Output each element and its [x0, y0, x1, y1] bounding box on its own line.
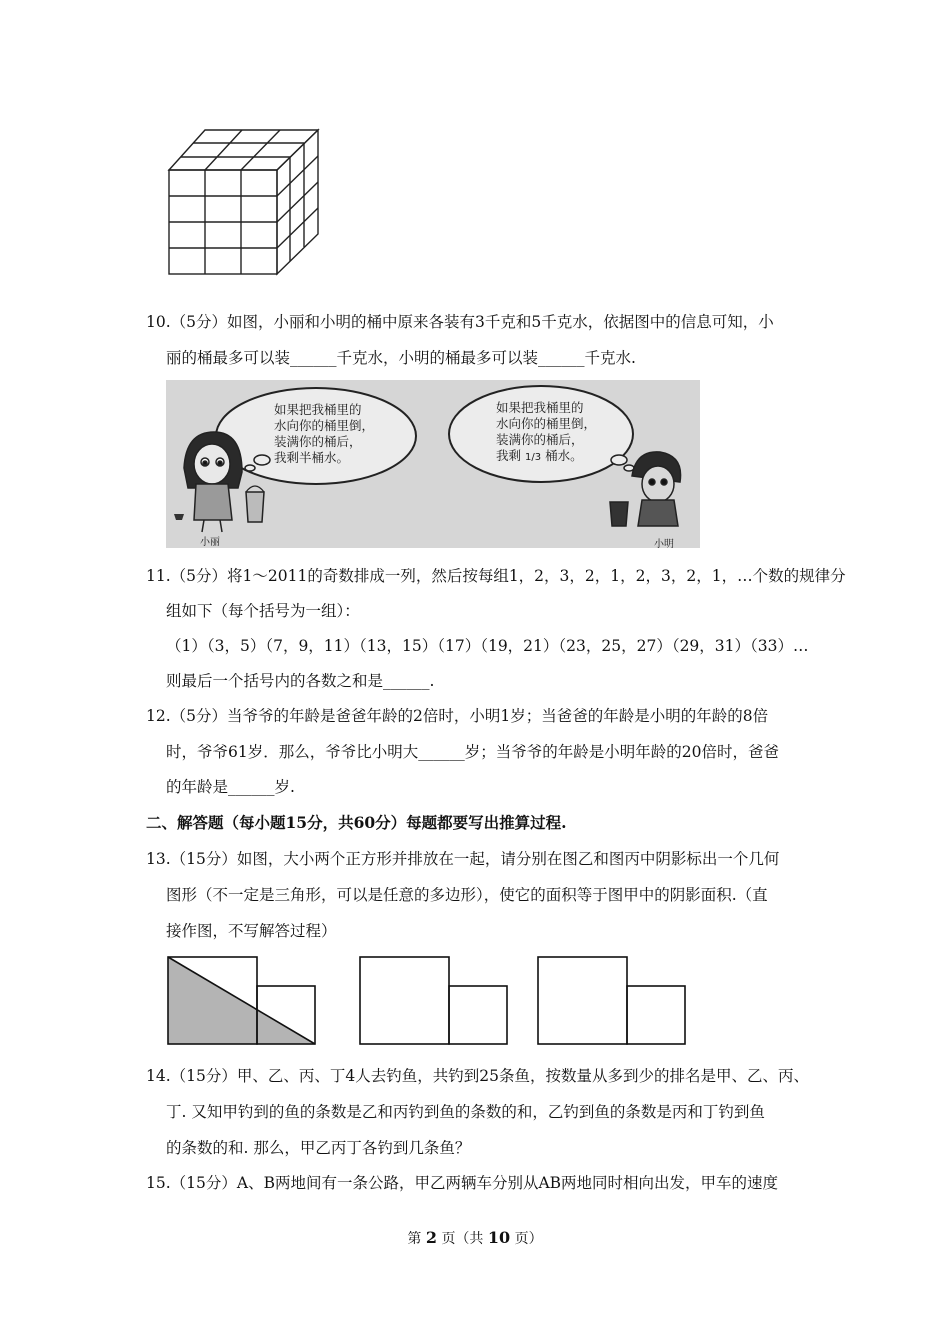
figure-yi [358, 955, 510, 1047]
q11-line2: 组如下（每个括号为一组）： [166, 602, 360, 620]
footer-prefix: 第 [407, 1231, 422, 1247]
cube-figure [165, 126, 325, 278]
boy-speech-line1: 如果把我桶里的 [496, 400, 584, 415]
q11-line3: （1）（3，5）（7，9，11）（13，15）（17）（19，21）（23，25，27）（29，31）（33）… [166, 637, 809, 655]
q14-line3: 的条数的和. 那么，甲乙丙丁各钓到几条鱼？ [166, 1139, 471, 1157]
boy-figure [632, 452, 681, 526]
girl-speech-line4: 我剩半桶水。 [274, 450, 350, 465]
cartoon-drawing [166, 380, 700, 548]
q15-line1: 15.（15分）A、B两地间有一条公路，甲乙两辆车分别从AB两地同时相向出发，甲车的速度 [146, 1174, 779, 1192]
boy-name-caption: 小明 [654, 539, 674, 550]
girl-speech-line1: 如果把我桶里的 [274, 402, 362, 417]
section-heading: 二、解答题（每小题15分，共60分）每题都要写出推算过程. [146, 813, 567, 832]
boy-speech-line2: 水向你的桶里倒， [496, 416, 597, 431]
figure-bing [536, 955, 688, 1047]
girl-name-caption: 小丽 [200, 537, 220, 548]
girl-speech-line3: 装满你的桶后， [274, 434, 362, 449]
boy-speech-suffix: 桶水。 [545, 448, 583, 463]
boy-speech-line4 [496, 448, 596, 466]
q14-line1: 14.（15分）甲、乙、丙、丁4人去钓鱼，共钓到25条鱼，按数量从多到少的排名是甲、乙、丙、 [146, 1067, 809, 1085]
q11-line1: 11.（5分）将1～2011的奇数排成一列，然后按每组1，2，3，2，1，2，3，2，1，…个数的规律分 [146, 567, 846, 585]
q13-line3: 接作图，不写解答过程） [166, 922, 337, 940]
q10-line2: 丽的桶最多可以装______千克水，小明的桶最多可以装______千克水. [166, 349, 636, 367]
figure-jia [166, 955, 318, 1047]
footer-suffix: 页） [514, 1231, 543, 1247]
q14-line2: 丁. 又知甲钓到的鱼的条数是乙和丙钓到鱼的条数的和，乙钓到鱼的条数是丙和丁钓到鱼 [166, 1103, 765, 1121]
q13-line1: 13.（15分）如图，大小两个正方形并排放在一起，请分别在图乙和图丙中阴影标出一个几何 [146, 850, 780, 868]
boy-speech-line3: 装满你的桶后， [496, 432, 584, 447]
q12-line1: 12.（5分）当爷爷的年龄是爸爸年龄的2倍时，小明1岁；当爸爸的年龄是小明的年龄的8倍 [146, 707, 769, 725]
footer-middle: 页（共 [441, 1231, 484, 1247]
q12-line2: 时，爷爷61岁．那么，爷爷比小明大______岁；当爷爷的年龄是小明年龄的20倍时，爸爸 [166, 743, 779, 761]
boy-speech-fraction: 1/3 [525, 452, 542, 463]
footer-page-number: 2 [425, 1228, 437, 1247]
girl-speech-line2: 水向你的桶里倒， [274, 418, 375, 433]
q10-line1: 10.（5分）如图，小丽和小明的桶中原来各装有3千克和5千克水，依据图中的信息可知，小 [146, 313, 774, 331]
girl-bucket [246, 492, 264, 522]
page-footer [0, 1228, 950, 1248]
boy-speech-prefix: 我剩 [496, 448, 522, 463]
boy-bucket [610, 502, 628, 526]
girl-figure [184, 432, 242, 532]
footer-total-pages: 10 [487, 1228, 511, 1247]
cartoon-illustration [166, 380, 700, 548]
q12-line3: 的年龄是______岁. [166, 778, 295, 796]
q11-line4: 则最后一个括号内的各数之和是______. [166, 672, 435, 690]
q13-line2: 图形（不一定是三角形，可以是任意的多边形），使它的面积等于图甲中的阴影面积.（直 [166, 886, 768, 904]
